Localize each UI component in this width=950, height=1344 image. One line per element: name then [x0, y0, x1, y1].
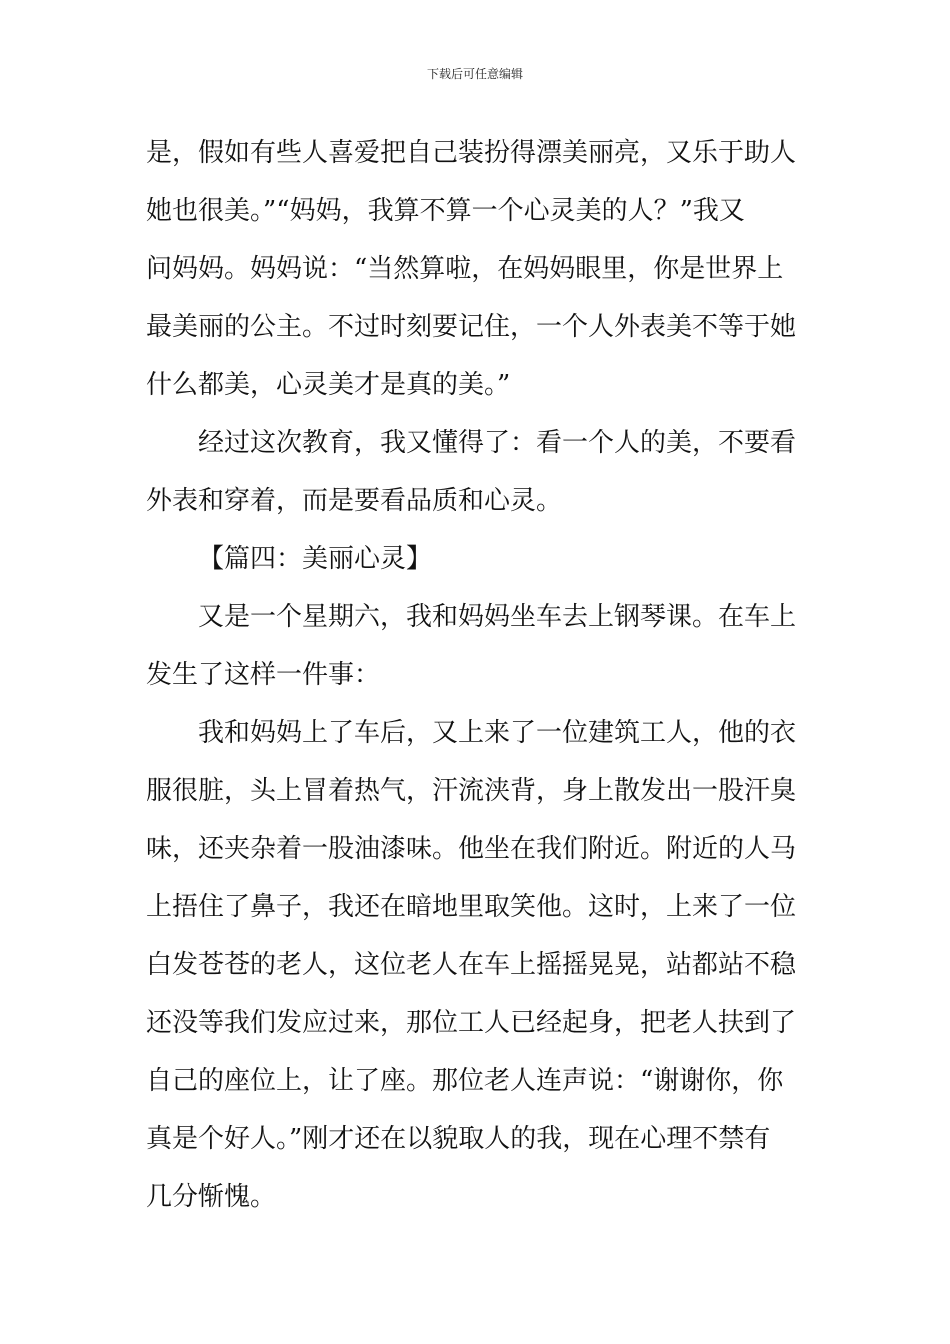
- text-line: 白发苍苍的老人，这位老人在车上摇摇晃晃，站都站不稳: [146, 950, 797, 980]
- text-line: 外表和穿着，而是要看品质和心灵。: [146, 486, 563, 516]
- text-line: 问妈妈。妈妈说：“当然算啦，在妈妈眼里，你是世界上: [146, 254, 784, 284]
- text-line: 服很脏，头上冒着热气，汗流浃背，身上散发出一股汗臭: [146, 776, 797, 806]
- document-body: [146, 128, 818, 1230]
- text-line: 我和妈妈上了车后，又上来了一位建筑工人，他的衣: [198, 718, 797, 748]
- text-line: 什么都美，心灵美才是真的美。”: [146, 370, 511, 400]
- text-line: 最美丽的公主。不过时刻要记住，一个人外表美不等于她: [146, 312, 797, 342]
- text-line: 她也很美。”“妈妈，我算不算一个心灵美的人？”我又: [146, 196, 745, 226]
- text-line: 几分惭愧。: [146, 1182, 277, 1212]
- text-line: 自己的座位上，让了座。那位老人连声说：“谢谢你，你: [146, 1066, 784, 1096]
- text-line: 还没等我们发应过来，那位工人已经起身，把老人扶到了: [146, 1008, 797, 1038]
- text-line: 是，假如有些人喜爱把自己装扮得漂美丽亮，又乐于助人: [146, 138, 797, 168]
- text-line: 真是个好人。”刚才还在以貌取人的我，现在心理不禁有: [146, 1124, 771, 1154]
- text-line: 经过这次教育，我又懂得了：看一个人的美，不要看: [198, 428, 797, 458]
- text-line: 发生了这样一件事：: [146, 660, 381, 690]
- section-heading: 【篇四：美丽心灵】: [198, 544, 433, 574]
- text-line: 又是一个星期六，我和妈妈坐车去上钢琴课。在车上: [198, 602, 797, 632]
- page-header-note: 下载后可任意编辑: [426, 67, 523, 81]
- text-line: 味，还夹杂着一股油漆味。他坐在我们附近。附近的人马: [146, 834, 797, 864]
- text-line: 上捂住了鼻子，我还在暗地里取笑他。这时，上来了一位: [146, 892, 797, 922]
